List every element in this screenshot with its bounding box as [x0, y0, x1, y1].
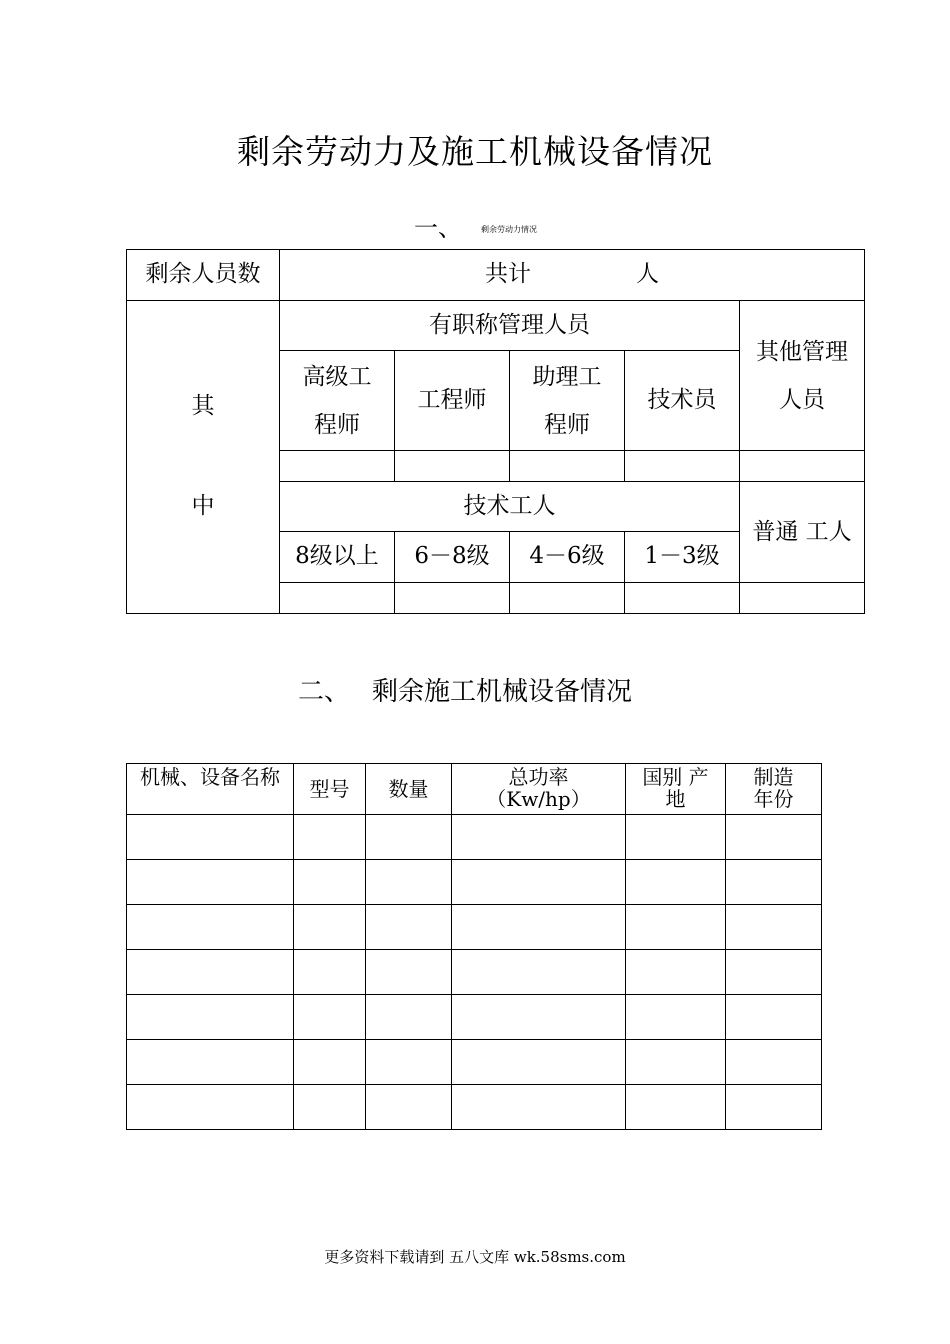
- among-label: [127, 301, 280, 614]
- table-cell: [366, 860, 452, 905]
- col-engineer: 工程师: [395, 351, 510, 451]
- empty-cell: [280, 451, 395, 482]
- empty-cell: [280, 583, 395, 614]
- table-row: [127, 1040, 822, 1085]
- table-row: [127, 860, 822, 905]
- table-row: [127, 1085, 822, 1130]
- table-cell: [626, 815, 726, 860]
- table-cell: [626, 995, 726, 1040]
- table-cell: [127, 1040, 294, 1085]
- equipment-table: [126, 763, 822, 1130]
- total-label: 剩余人员数: [127, 250, 280, 301]
- general-worker: 普通 工人: [740, 482, 865, 583]
- empty-cell: [395, 583, 510, 614]
- empty-cell: [510, 583, 625, 614]
- empty-cell: [395, 451, 510, 482]
- header-quantity: 数量: [366, 764, 452, 815]
- table-cell: [127, 995, 294, 1040]
- table-cell: [294, 815, 366, 860]
- table-cell: [626, 1085, 726, 1130]
- among-char-1: 其: [191, 393, 215, 420]
- table-cell: [726, 995, 822, 1040]
- col-grade-8-plus: 8级以上: [280, 532, 395, 583]
- among-char-2: 中: [191, 493, 215, 519]
- titled-header: 有职称管理人员: [280, 301, 740, 351]
- header-origin: 国别 产地: [626, 764, 726, 815]
- table-cell: [366, 1085, 452, 1130]
- table-cell: [294, 1040, 366, 1085]
- empty-cell: [625, 451, 740, 482]
- empty-cell: [740, 583, 865, 614]
- table-row: [127, 905, 822, 950]
- total-unit: 人: [636, 261, 659, 288]
- table-row: [127, 950, 822, 995]
- col-senior-engineer: 高级工程师: [280, 351, 395, 451]
- table-row: [127, 995, 822, 1040]
- table-cell: [366, 815, 452, 860]
- table-cell: [366, 905, 452, 950]
- footer-text: 更多资料下载请到 五八文库 wk.58sms.com: [324, 1248, 626, 1266]
- tech-header: 技术工人: [280, 482, 740, 532]
- section2-heading: [298, 671, 632, 708]
- table-cell: [127, 860, 294, 905]
- table-cell: [452, 860, 626, 905]
- table-cell: [726, 815, 822, 860]
- table-cell: [626, 950, 726, 995]
- table-cell: [294, 1085, 366, 1130]
- section1-number: 一、: [414, 214, 462, 242]
- labor-table: [126, 249, 865, 614]
- table-cell: [452, 950, 626, 995]
- table-cell: [626, 860, 726, 905]
- table-cell: [452, 905, 626, 950]
- table-cell: [726, 1040, 822, 1085]
- table-cell: [726, 1085, 822, 1130]
- header-model: 型号: [294, 764, 366, 815]
- empty-cell: [740, 451, 865, 482]
- table-cell: [452, 1040, 626, 1085]
- empty-cell: [625, 583, 740, 614]
- table-row: [127, 815, 822, 860]
- section2-label: 剩余施工机械设备情况: [372, 677, 633, 707]
- col-grade-4-6: 4－6级: [510, 532, 625, 583]
- page-title: 剩余劳动力及施工机械设备情况: [237, 132, 713, 171]
- total-text: 共计: [485, 261, 531, 288]
- table-cell: [127, 1085, 294, 1130]
- col-assistant-engineer: 助理工程师: [510, 351, 625, 451]
- table-cell: [294, 995, 366, 1040]
- table-cell: [294, 905, 366, 950]
- col-technician: 技术员: [625, 351, 740, 451]
- table-cell: [127, 950, 294, 995]
- other-mgmt: 其他管理人员: [740, 301, 865, 451]
- table-cell: [452, 815, 626, 860]
- table-cell: [626, 905, 726, 950]
- table-cell: [127, 815, 294, 860]
- table-cell: [452, 995, 626, 1040]
- table-cell: [366, 1040, 452, 1085]
- table-cell: [366, 950, 452, 995]
- table-cell: [726, 950, 822, 995]
- section2-number: 二、: [298, 677, 351, 707]
- table-cell: [294, 860, 366, 905]
- header-total-power: 总功率（Kw/hp）: [452, 764, 626, 815]
- total-cell: [280, 250, 865, 301]
- table-cell: [127, 905, 294, 950]
- equipment-table-body: [127, 815, 822, 1130]
- table-cell: [366, 995, 452, 1040]
- table-cell: [726, 905, 822, 950]
- section1-label: 剩余劳动力情况: [481, 225, 537, 234]
- table-cell: [452, 1085, 626, 1130]
- table-cell: [626, 1040, 726, 1085]
- header-equipment-name: 机械、设备名称: [127, 764, 294, 815]
- header-year: 制造年份: [726, 764, 822, 815]
- table-cell: [726, 860, 822, 905]
- col-grade-6-8: 6－8级: [395, 532, 510, 583]
- empty-cell: [510, 451, 625, 482]
- table-cell: [294, 950, 366, 995]
- col-grade-1-3: 1－3级: [625, 532, 740, 583]
